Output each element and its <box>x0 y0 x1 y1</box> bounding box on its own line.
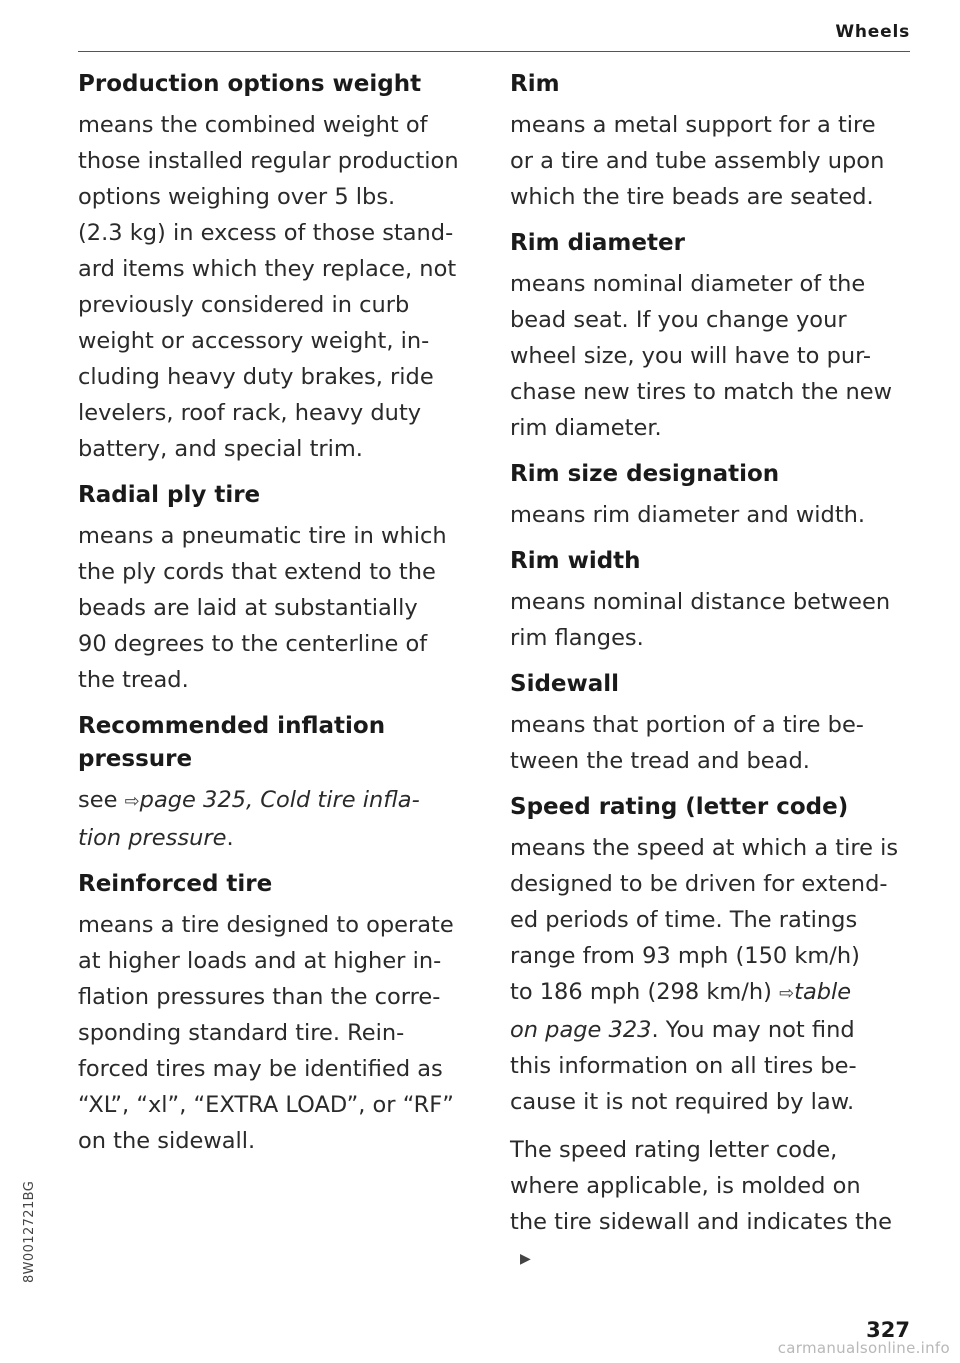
document-code: 8W0012721BG <box>22 1180 37 1283</box>
entry-definition: means nominal diameter of the bead seat. If you change your wheel size, you will have to pur- chase new tires to match the new rim diameter. <box>510 271 892 441</box>
entry-term: Recommended inflation pressure <box>78 713 386 772</box>
page-number: 327 <box>866 1318 910 1342</box>
right-column <box>510 68 910 1289</box>
entry-definition-continued: The speed rating letter code, where applicable, is molded on the tire sidewall and indicates the▶ <box>510 1132 910 1277</box>
entry-term: Speed rating (letter code) <box>510 794 849 820</box>
glossary-entry-rim-diameter <box>510 227 910 446</box>
glossary-entry-rim <box>510 68 910 215</box>
entry-term: Rim size designation <box>510 461 780 487</box>
glossary-entry-sidewall <box>510 668 910 779</box>
glossary-entry-rim-size-designation <box>510 458 910 533</box>
entry-term: Rim <box>510 71 560 97</box>
cross-reference-link-cold-tire-inflation[interactable]: page 325, Cold tire infla- tion pressure <box>78 787 420 851</box>
entry-term: Sidewall <box>510 671 620 697</box>
entry-term: Production options weight <box>78 71 422 97</box>
entry-definition: means that portion of a tire be- tween the tread and bead. <box>510 712 864 774</box>
cross-reference-link-table-page-323[interactable]: table on page 323 <box>510 979 852 1043</box>
left-column <box>78 68 480 1171</box>
glossary-entry-radial-ply-tire <box>78 479 480 698</box>
entry-term: Radial ply tire <box>78 482 261 508</box>
entry-term: Rim width <box>510 548 641 574</box>
cross-reference-arrow-icon: ⇨ <box>779 983 795 1004</box>
cross-reference-arrow-icon: ⇨ <box>124 791 140 812</box>
entry-definition: means a metal support for a tire or a tire and tube assembly upon which the tire beads are seated. <box>510 112 885 210</box>
header-rule <box>78 51 910 52</box>
glossary-entry-reinforced-tire <box>78 868 480 1159</box>
glossary-entry-speed-rating <box>510 791 910 1277</box>
entry-term: Rim diameter <box>510 230 685 256</box>
entry-definition: means a pneumatic tire in which the ply cords that extend to the beads are laid at substantially 90 degrees to the centerline of the tread. <box>78 523 447 693</box>
continued-arrow-icon: ▶ <box>520 1250 531 1267</box>
entry-definition: see ⇨page 325, Cold tire infla- tion pressure. <box>78 787 420 851</box>
entry-definition: means rim diameter and width. <box>510 502 866 528</box>
entry-definition: means the combined weight of those installed regular production options weighing over 5 lbs. (2.3 kg) in excess of those stand- ard items which they replace, not previously considered in curb weight or accessory weight, in- cluding heavy duty brakes, ride levelers, roof rack, heavy duty battery, and special trim. <box>78 112 459 462</box>
glossary-entry-rim-width <box>510 545 910 656</box>
glossary-entry-recommended-inflation-pressure <box>78 710 480 856</box>
entry-term: Reinforced tire <box>78 871 273 897</box>
watermark: carmanualsonline.info <box>777 1339 950 1357</box>
entry-definition: means the speed at which a tire is designed to be driven for extend- ed periods of time. The ratings range from 93 mph (150 km/h) to 186 mph (298 km/h) ⇨table on page 323. You may not find this information on all tires be- cause it is not required by law. <box>510 835 899 1115</box>
glossary-entry-production-options-weight <box>78 68 480 467</box>
section-title: Wheels <box>835 22 910 42</box>
entry-definition: means a tire designed to operate at higher loads and at higher in- flation pressures than the corre- sponding standard tire. Rein- forced tires may be identified as “XL”, “xl”, “EXTRA LOAD”, or “RF” on the sidewall. <box>78 912 454 1154</box>
entry-definition: means nominal distance between rim flanges. <box>510 589 891 651</box>
